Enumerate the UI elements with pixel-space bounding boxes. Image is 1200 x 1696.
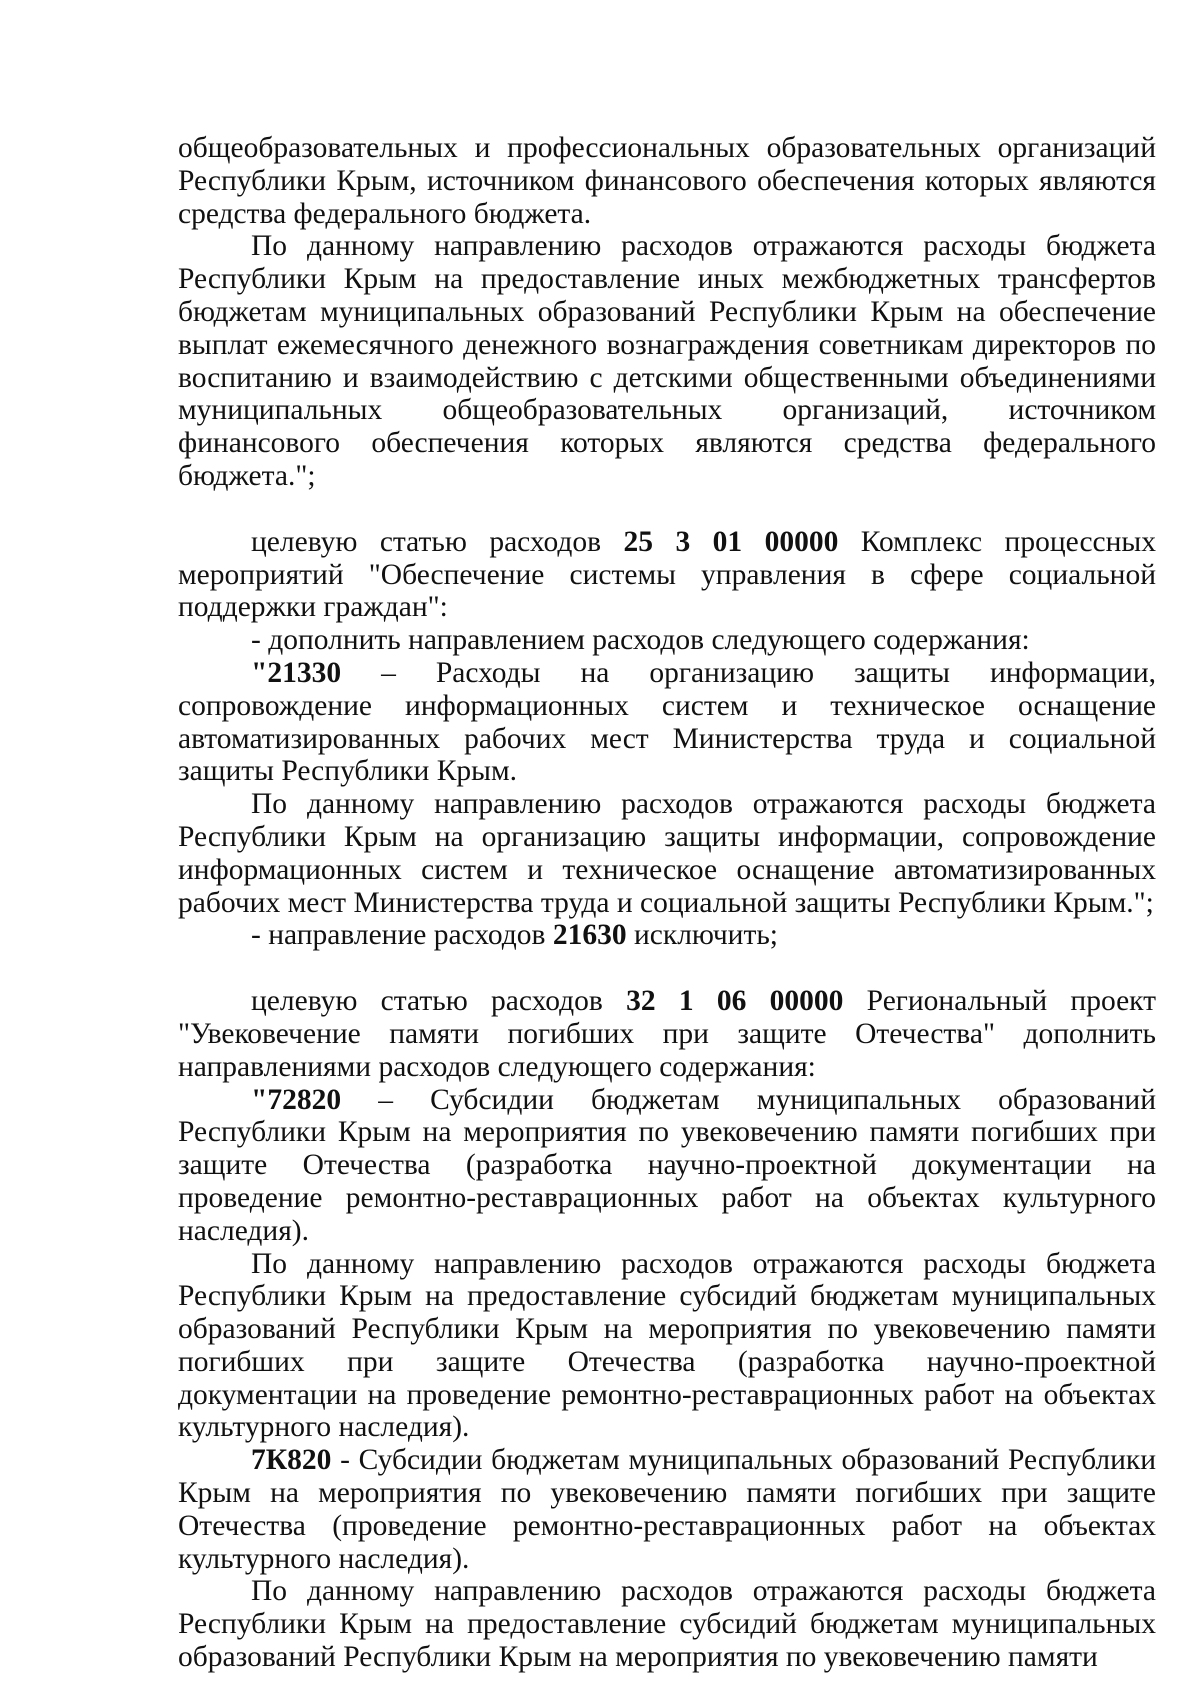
document-body xyxy=(178,132,1156,1674)
paragraph-target-article-32 xyxy=(178,985,1156,1083)
direction-code-72820: "72820 xyxy=(251,1083,342,1116)
article-title: Региональный проект "Увековечение памяти погибших при защите Отечества" дополнить направлениями расходов следующего содержания: xyxy=(178,985,1156,1083)
paragraph-description-72820: По данному направлению расходов отражаются расходы бюджета Республики Крым на предоставление субсидий бюджетам муниципальных образований Республики Крым на мероприятия по увековечению памяти погибших при защите Отечества (разработка научно-проектной документации на проведение ремонтно-реставрационных работ на объектах культурного наследия). xyxy=(178,1247,1156,1444)
paragraph-direction-7k820 xyxy=(178,1444,1156,1575)
article-prefix: целевую статью расходов xyxy=(251,525,624,558)
paragraph-exclude-21630 xyxy=(178,919,1156,952)
direction-code-21630: 21630 xyxy=(552,919,627,952)
paragraph-add-direction: - дополнить направлением расходов следующего содержания: xyxy=(251,624,1030,657)
direction-code-7k820: 7К820 xyxy=(251,1444,332,1477)
article-prefix: целевую статью расходов xyxy=(251,985,627,1018)
paragraph-gap xyxy=(178,952,1156,985)
paragraph-direction-72820 xyxy=(178,1084,1156,1248)
exclude-suffix: исключить; xyxy=(626,919,778,952)
paragraph-description-21330: По данному направлению расходов отражаются расходы бюджета Республики Крым на организацию защиты информации, сопровождение информационных систем и техническое оснащение автоматизированных рабочих мест Министерства труда и социальной защиты Республики Крым."; xyxy=(178,788,1156,919)
direction-text-7k820: - Субсидии бюджетам муниципальных образований Республики Крым на мероприятия по увековечению памяти погибших при защите Отечества (проведение ремонтно-реставрационных работ на объектах культурного наследия). xyxy=(178,1444,1156,1575)
paragraph-direction-21330 xyxy=(178,657,1156,788)
paragraph-gap xyxy=(178,493,1156,526)
direction-code-21330: "21330 xyxy=(251,656,342,689)
article-title: Комплекс процессных мероприятий "Обеспечение системы управления в сфере социальной поддержки граждан": xyxy=(178,525,1156,624)
paragraph-description-1: По данному направлению расходов отражаются расходы бюджета Республики Крым на предоставление иных межбюджетных трансфертов бюджетам муниципальных образований Республики Крым на обеспечение выплат ежемесячного денежного вознаграждения советникам директоров по воспитанию и взаимодействию с детскими общественными объединениями муниципальных общеобразовательных организаций, источником финансового обеспечения которых являются средства федерального бюджета."; xyxy=(178,230,1156,492)
paragraph-description-7k820: По данному направлению расходов отражаются расходы бюджета Республики Крым на предоставление субсидий бюджетам муниципальных образований Республики Крым на мероприятия по увековечению памяти xyxy=(178,1575,1156,1674)
exclude-prefix: - направление расходов xyxy=(251,919,553,952)
article-code-25-3-01: 25 3 01 00000 xyxy=(623,525,839,558)
article-code-32-1-06: 32 1 06 00000 xyxy=(626,985,844,1018)
direction-text-21330: – Расходы на организацию защиты информации, сопровождение информационных систем и техническое оснащение автоматизированных рабочих мест Министерства труда и социальной защиты Республики Крым. xyxy=(178,656,1156,788)
direction-text-72820: – Субсидии бюджетам муниципальных образований Республики Крым на мероприятия по увековечению памяти погибших при защите Отечества (разработка научно-проектной документации на проведение ремонтно-реставрационных работ на объектах культурного наследия). xyxy=(178,1083,1156,1247)
paragraph-continuation: общеобразовательных и профессиональных образовательных организаций Республики Крым, источником финансового обеспечения которых являются средства федерального бюджета. xyxy=(178,132,1156,230)
paragraph-target-article-25 xyxy=(178,526,1156,624)
